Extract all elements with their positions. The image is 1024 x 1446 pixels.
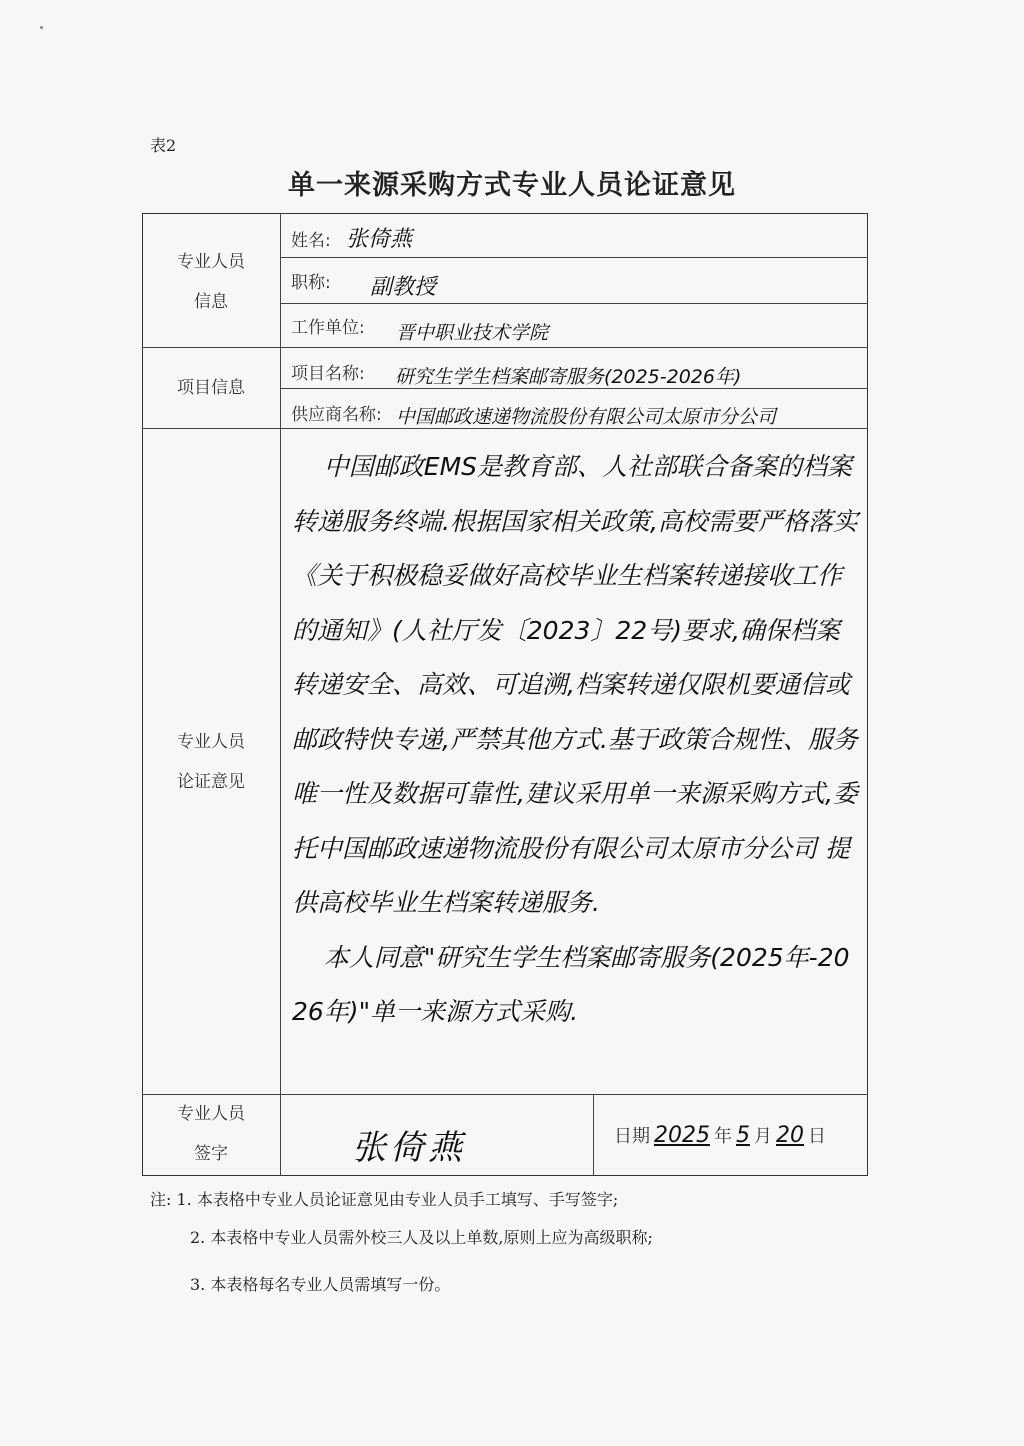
opinion-category: 专业人员 论证意见 [177, 732, 245, 792]
date-month: 5 [736, 1123, 750, 1148]
project-name-value: 研究生学生档案邮寄服务(2025-2026年) [395, 366, 742, 388]
name-label: 姓名: [291, 231, 331, 251]
signature-date-divider [593, 1094, 594, 1176]
scan-speck [40, 26, 43, 29]
title-label: 职称: [291, 273, 331, 293]
date-year: 2025 [654, 1123, 710, 1148]
unit-value: 晋中职业技术学院 [396, 322, 549, 344]
note-2: 2. 本表格中专业人员需外校三人及以上单数,原则上应为高级职称; [190, 1228, 653, 1247]
document-title: 单一来源采购方式专业人员论证意见 [288, 170, 736, 201]
table-number: 表2 [150, 136, 177, 155]
project-name-label: 项目名称: [291, 364, 365, 384]
supplier-name-label: 供应商名称: [291, 405, 382, 425]
date-label: 日期 [614, 1126, 650, 1147]
name-value: 张倚燕 [346, 227, 413, 252]
row-divider [280, 303, 868, 304]
date-month-unit: 月 [754, 1126, 772, 1147]
note-3: 3. 本表格每名专业人员需填写一份。 [190, 1275, 451, 1294]
signature-category: 专业人员 签字 [177, 1104, 245, 1164]
handwritten-signature: 张倚燕 [352, 1128, 466, 1168]
row-divider [280, 257, 868, 258]
project-info-category: 项目信息 [177, 378, 245, 398]
date-day: 20 [776, 1123, 804, 1148]
date-day-unit: 日 [808, 1126, 826, 1147]
handwritten-opinion: 中国邮政EMS是教育部、人社部联合备案的档案转递服务终端.根据国家相关政策,高校需要严格落实《关于积极稳妥做好高校毕业生档案转递接收工作的通知》(人社厅发〔2023〕22号)要求,确保档案转递安全、高效、可追溯,档案转递仅限机要通信或邮政特快专递,严禁其他方式.基于政策合规性、服务唯一性及数据可靠性,建议采用单一来源采购方式,委托中国邮政速递物流股份有限公司太原市分公司 提供高校毕业生档案转递服务. 本人同意"研究生学生档案邮寄服务(2025年-2026年)"单一来源方式采购. [292, 452, 858, 1026]
unit-label: 工作单位: [291, 318, 365, 338]
note-1: 注: 1. 本表格中专业人员论证意见由专业人员手工填写、手写签字; [150, 1190, 619, 1209]
supplier-name-value: 中国邮政速递物流股份有限公司太原市分公司 [396, 406, 777, 428]
title-value: 副教授 [370, 275, 437, 300]
signature-date [614, 1122, 826, 1148]
date-year-unit: 年 [714, 1126, 732, 1147]
row-divider [142, 347, 868, 348]
expert-info-category: 专业人员 信息 [177, 252, 245, 312]
category-divider [280, 213, 281, 1176]
